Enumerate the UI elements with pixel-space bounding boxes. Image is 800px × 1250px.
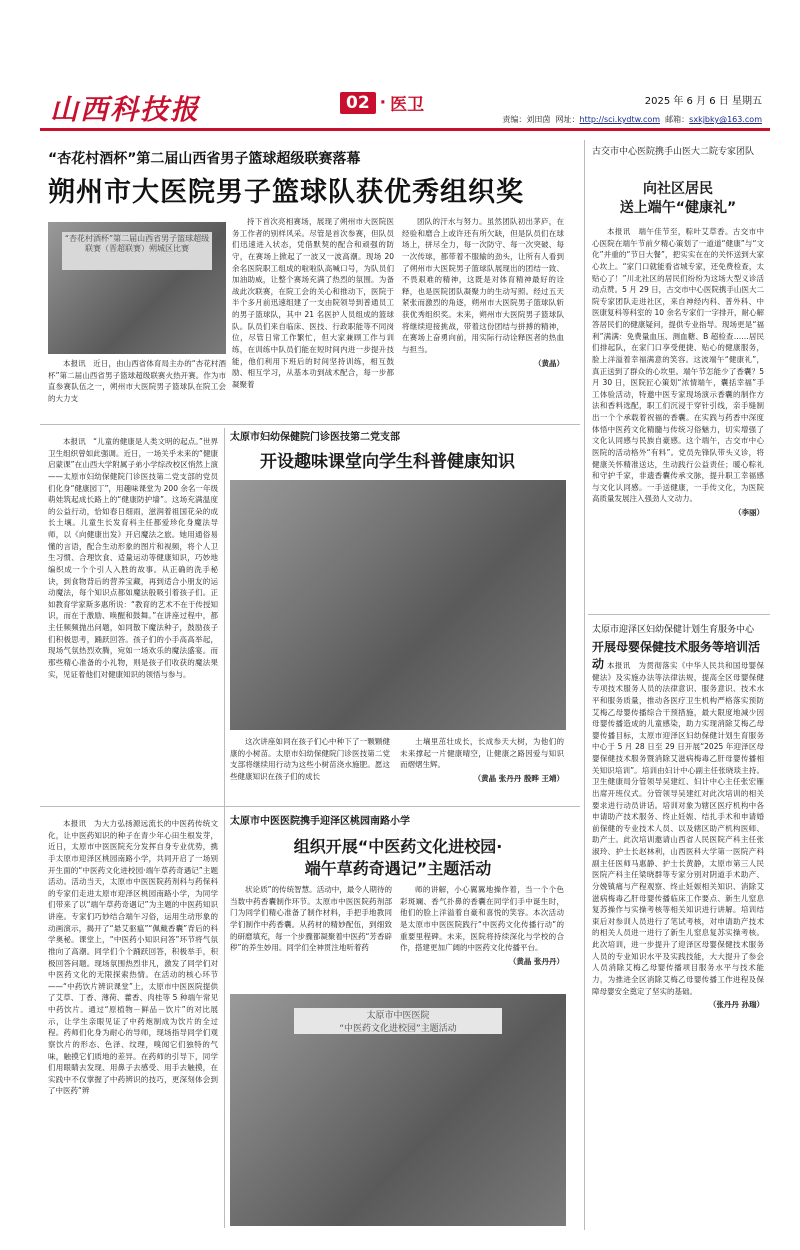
basketball-body-col3: 团队的汗水与努力。虽然团队初出茅庐，在经验和磨合上或许还有所欠缺，但是队员们在球场上，拼尽全力，每一次防守、每一次突破、每一次传球，都带着不服输的劲头，让所有人看到了朔州市大医院男子篮球队展现出的团结一致、不畏艰难的精神，这既是对体育精神最好的诠释，也是医院团队凝聚力的生动写照。经过五天紧张而激烈的角逐，朔州市大医院男子篮球队斩获优秀组织奖。未来，朔州市大医院男子篮球队将继续迎接挑战，带着这份团结与拼搏的精神，在赛场上奋勇向前，用实际行动诠释医者的热血与担当。 （黄晶）	[402, 217, 564, 368]
editor-info	[502, 114, 762, 125]
science-kicker: 太原市妇幼保健院门诊医技第二党支部	[230, 432, 400, 443]
email-link[interactable]: sxkjbky@163.com	[689, 115, 762, 124]
tcm-photo-banner: 太原市中医医院 “中医药文化进校园”主题活动	[294, 1008, 502, 1034]
basketball-signature: （黄晶）	[534, 358, 564, 368]
tcm-group-photo[interactable]	[230, 994, 566, 1226]
tcm-signature: （黄晶 张丹丹）	[508, 956, 564, 966]
website-label: 网址：	[555, 115, 580, 124]
basketball-body-col1: 本报讯 近日，由山西省体育局主办的“杏花村酒杯”第二届山西省男子篮球超级联赛火热开赛。作为市直参赛队伍之一，朔州市大医院男子篮球队在院工会的大力支	[48, 359, 226, 403]
basketball-photo-banner: “杏花村酒杯”第二届山西省男子篮球超级联赛（晋超联赛）朔城区比赛	[62, 232, 212, 270]
section-divider-2	[40, 806, 580, 807]
tcm-headline[interactable]: 组织开展“中医药文化进校园· 端午草药奇遇记”主题活动	[293, 837, 503, 879]
community-body: 本报讯 端午佳节至，粽叶艾草香。古交市中心医院在端午节前夕精心策划了一道道“健康”与“文化”并重的“节日大餐”，把实实在在的关怀送到大家心坎上。“家门口就能看省城专家，还免费检查，太贴心了！”川北社区的居民们纷纷为这场大型义诊活动点赞。5 月 29 日，古交市中心医院携手山医大二院专家团队走进社区，来自神经内科、普外科、中医康复科等科室的 10 余名专家们一字排开，耐心解答居民们的健康疑问，提供专业指导。现场更是“福利”满满：免费量血压、测血糖、B 超检查……居民们排起队，在家门口享受便捷、贴心的健康服务，脸上洋溢着幸福满意的笑容。这波端午“健康礼”，真正送到了群众的心坎里。端午节怎能少了香囊？5 月 30 日，医院匠心策划“浓情端午，囊括幸福”手工体验活动，特邀中医专家现场演示香囊的制作方法和香料选配，职工们沉浸于穿针引线，亲手缝制出一个个承载着祝福的香囊。在实践与药香中深度体悟中医药文化精髓与传统习俗魅力，切实增强了文化认同感与民族自豪感。这个端午，古交市中心医院的活动格外“有料”。党员先锋队带头义诊，将健康关怀精准送达，生动践行公益责任；暖心粽礼和守护千家，非遗香囊传承文脉，提升职工幸福感与文化认同感。一手送健康，一手传文化，为医院高质量发展注入强劲人文动力。 （李丽）	[592, 227, 764, 517]
science-lead-text: 本报讯 “儿童的健康是人类文明的起点。”世界卫生组织曾如此强调。近日，一场关乎未来的“健康启蒙课”在山西大学附属子弟小学综改校区悄然上演——太原市妇幼保健院门诊医技第二党支部的党员们化身“健康园丁”，用趣味课堂为 200 余名一年级萌娃筑起成长路上的“健康防护墙”。这场充满温度的公益行动，恰如春日细雨，滋润着祖国花朵的成长土壤。儿童生长发育科主任都爱珍化身魔法导师，以《向健康出发》开启魔法之旅。她用通俗易懂的言语，配合生动形象的图片和视频，将个人卫生习惯、合理饮食、适量运动等健康知识，巧妙地编织成一个个引人入胜的故事。从正确的洗手秘诀，到食物背后的营养宝藏，再到适合小朋友的运动魔法，每个知识点都如魔法般吸引着孩子们。正如教育学家斯多惠所说：“教育的艺术不在于传授知识，而在于激励、唤醒和鼓舞。”在讲座过程中，都主任频频抛出问题，如同散下魔法种子，鼓励孩子们积极思考，踊跃回答。孩子们的小手高高举起，现场气氛热烈欢腾，宛如一场欢乐的魔法盛宴。而那些精心准备的小礼物，则是孩子们收获的魔法果实，见证着他们对健康知识的领悟与参与。	[48, 437, 218, 679]
newspaper-logo[interactable]: 山西科技报	[50, 93, 201, 126]
section-number: 02	[340, 92, 376, 114]
basketball-kicker: “杏花村酒杯”第二届山西省男子篮球超级联赛落幕	[48, 151, 361, 167]
maternal-body: 本报讯 为贯彻落实《中华人民共和国母婴保健法》及实施办法等法律法规，提高全区母婴保健专项技术服务人员的法律意识、服务意识、技术水平和服务质量，推动各医疗卫生机构严格落实预防艾梅乙母婴传播综合干预措施，最大限度地减少因母婴传播造成的儿童感染，助力实现消除艾梅乙母婴传播目标，太原市迎泽区妇幼保健计划生育服务中心于 5 月 28 日至 29 日开展“2025 年迎泽区母婴保健技术服务暨消除艾滋病梅毒乙肝母婴传播相关知识培训”。培训由妇计中心副主任张晓琰主持。卫生健康局分管领导吴建红、妇计中心主任张宏雁出席开班仪式。分管领导吴建红对此次培训的相关要求进行动员讲话。培训对象为辖区医疗机构中各申请助产技术服务、终止妊娠、结扎手术和申请婚前保健的专业技术人员、以及辖区助产机构医师、助产士。此次培训邀请山西省人民医院产科主任张淑玲、护士长赵林利，山西医科大学第一医院产科副主任医师马惠静、护士长黄静，太原市第三人民医院产科主任梁晓群等专家分别对阴道手术助产、分娩镇痛与产程观察、终止妊娠相关知识、消除艾滋病梅毒乙肝母婴传播临床工作要点、新生儿窒息复苏操作与实操考核等相关知识进行讲解。培训结束后对参训人员进行了笔试考核，对申请助产技术的相关人员进一进行了新生儿窒息复苏实操考核。此次培训，进一步提升了迎泽区母婴保健技术服务人员的专业知识水平及实践技能，大大提升了参会人员消除艾梅乙母婴传播项目服务水平与技术能力，为推进全区消除艾梅乙母婴传播工作进程及保障母婴安全奠定了坚实的基础。 （张丹丹 孙瑞）	[592, 661, 764, 1010]
basketball-body-col2: 持下首次亮相赛场，展现了朔州市大医院医务工作者的别样风采。尽管是首次参赛，但队员们迅速进入状态，凭借默契的配合和顽强的防守，在赛场上掀起了一波又一波高潮。现场 20 余名医院职工组成的啦啦队高喊口号，为队员们加油助威，让整个赛场充满了热烈的氛围。为备战此次联赛，在院工会的关心和推动下，医院于半个多月前迅速组建了一支由院领导到普通员工的男子篮球队，其中 21 名医护人员组成的篮球队。队员们来自临床、医技、行政职能等不同岗位，尽管日常工作繁忙，但大家兼顾工作与训练，在训练中队员们能在短时间内进一步提升技能，他们利用下班后的时间坚持训练，相互鼓励、相互学习，从基本功到战术配合，每一步都凝聚着	[232, 217, 394, 389]
science-signature: （黄晶 张丹丹 殷晔 王靖）	[473, 773, 564, 783]
right-column-divider	[584, 140, 585, 1230]
left-inner-divider	[224, 428, 225, 1228]
community-headline[interactable]: 向社区居民 送上端午“健康礼”	[619, 181, 737, 216]
editor-name: 责编：刘田茵	[502, 115, 551, 124]
community-signature: （李丽）	[734, 508, 764, 517]
issue-date: 2025 年 6 月 6 日 星期五	[644, 96, 762, 107]
tcm-body-col2: 师的讲解，小心翼翼地操作着，当一个个色彩斑斓、香气扑鼻的香囊在同学们手中诞生时，他们的脸上洋溢着自豪和喜悦的笑容。本次活动是太原市中医医院践行“中医药文化传播行动”的重要里程碑。未来，医院将持续深化与学校的合作，搭建更加广阔的中医药文化传播平台。 （黄晶 张丹丹）	[400, 885, 564, 966]
section-name: 医卫	[390, 95, 425, 115]
maternal-kicker: 太原市迎泽区妇幼保健计划生育服务中心	[592, 625, 755, 635]
section-dot-icon: ·	[379, 92, 387, 113]
community-kicker: 古交市中心医院携手山医大二院专家团队	[592, 147, 755, 157]
right-section-divider	[588, 614, 770, 615]
science-headline[interactable]: 开设趣味课堂向学生科普健康知识	[260, 452, 515, 472]
section-tag	[340, 90, 424, 115]
basketball-team-photo[interactable]	[48, 222, 226, 354]
masthead	[40, 88, 770, 128]
maternal-headline[interactable]: 开展母婴保健技术服务等培训活动	[592, 640, 761, 671]
maternal-signature: （张丹丹 孙瑞）	[708, 1000, 764, 1010]
tcm-body-col1: 状论质”的传统智慧。活动中，最令人期待的当数中药香囊制作环节。太原市中医医院药剂部门为同学们精心准备了制作材料，手把手地教同学们制作中药香囊。从药材的精妙配伍，到细致的研磨填充，每一个步骤都凝聚着中医药“芳香辟秽”的养生妙用。同学们全神贯注地听着药	[230, 885, 392, 953]
science-body-col1: 这次讲座如同在孩子们心中种下了一颗颗健康的小树苗。太原市妇幼保健院门诊医技第二党支部将继续用行动为这些小树苗浇水施肥。愿这些健康知识在孩子们的成长	[230, 737, 390, 781]
header-rule	[40, 128, 770, 131]
email-label: 邮箱：	[665, 115, 690, 124]
science-body-col2: 土壤里茁壮成长，长成参天大树，为他们的未来撑起一片健康晴空，让健康之路因爱与知识而熠熠生辉。 （黄晶 张丹丹 殷晔 王靖）	[400, 737, 564, 783]
tcm-kicker: 太原市中医医院携手迎泽区桃园南路小学	[230, 816, 410, 827]
tcm-lead-text: 本报讯 为大力弘扬源远流长的中医药传统文化，让中医药知识的种子在青少年心田生根发芽，近日，太原市中医医院充分发挥自身专业优势，携手太原市迎泽区桃园南路小学，共同开启了一场别开生面的“中医药文化进校园·端午草药奇遇记”主题活动。活动当天，太原市中医医院药剂科与药保科的专家们走进太原市迎泽区桃园南路小学，为同学们带来了以“端午草药奇遇记”为主题的中医药知识讲座。专家们巧妙结合端午习俗，运用生动形象的动画演示，揭开了“悬艾驱瘟”“佩戴香囊”背后的科学奥秘。课堂上，“中医药小知识问答”环节将气氛推向了高潮。同学们个个踊跃回答，积极举手，积极回答问题。现场氛围热烈非凡，激发了同学们对中医药文化的无限探索热情。在活动的核心环节——“中药饮片辨识课堂”上，太原市中医医院提供了艾草、丁香、薄荷、藿香、肉桂等 5 种端午常见中药饮片。通过“原植物－鲜品－饮片”的对比展示，让学生亲眼见证了中药炮制成为饮片的全过程。药师们化身为耐心的导师，现场指导同学们观察饮片的形态、色泽、纹理，嗅闻它们独特的气味，触摸它们质地的差异。在药师的引导下，同学们用眼睛去发现、用鼻子去感受、用手去触摸，在实践中不仅掌握了中药辨识的技巧，更深刻体会到了中医药“辨	[48, 819, 218, 1096]
website-link[interactable]: http://sci.kydtw.com	[579, 115, 661, 124]
basketball-headline[interactable]: 朔州市大医院男子篮球队获优秀组织奖	[48, 177, 524, 208]
section-divider-1	[40, 424, 580, 425]
classroom-photo[interactable]	[230, 480, 566, 730]
